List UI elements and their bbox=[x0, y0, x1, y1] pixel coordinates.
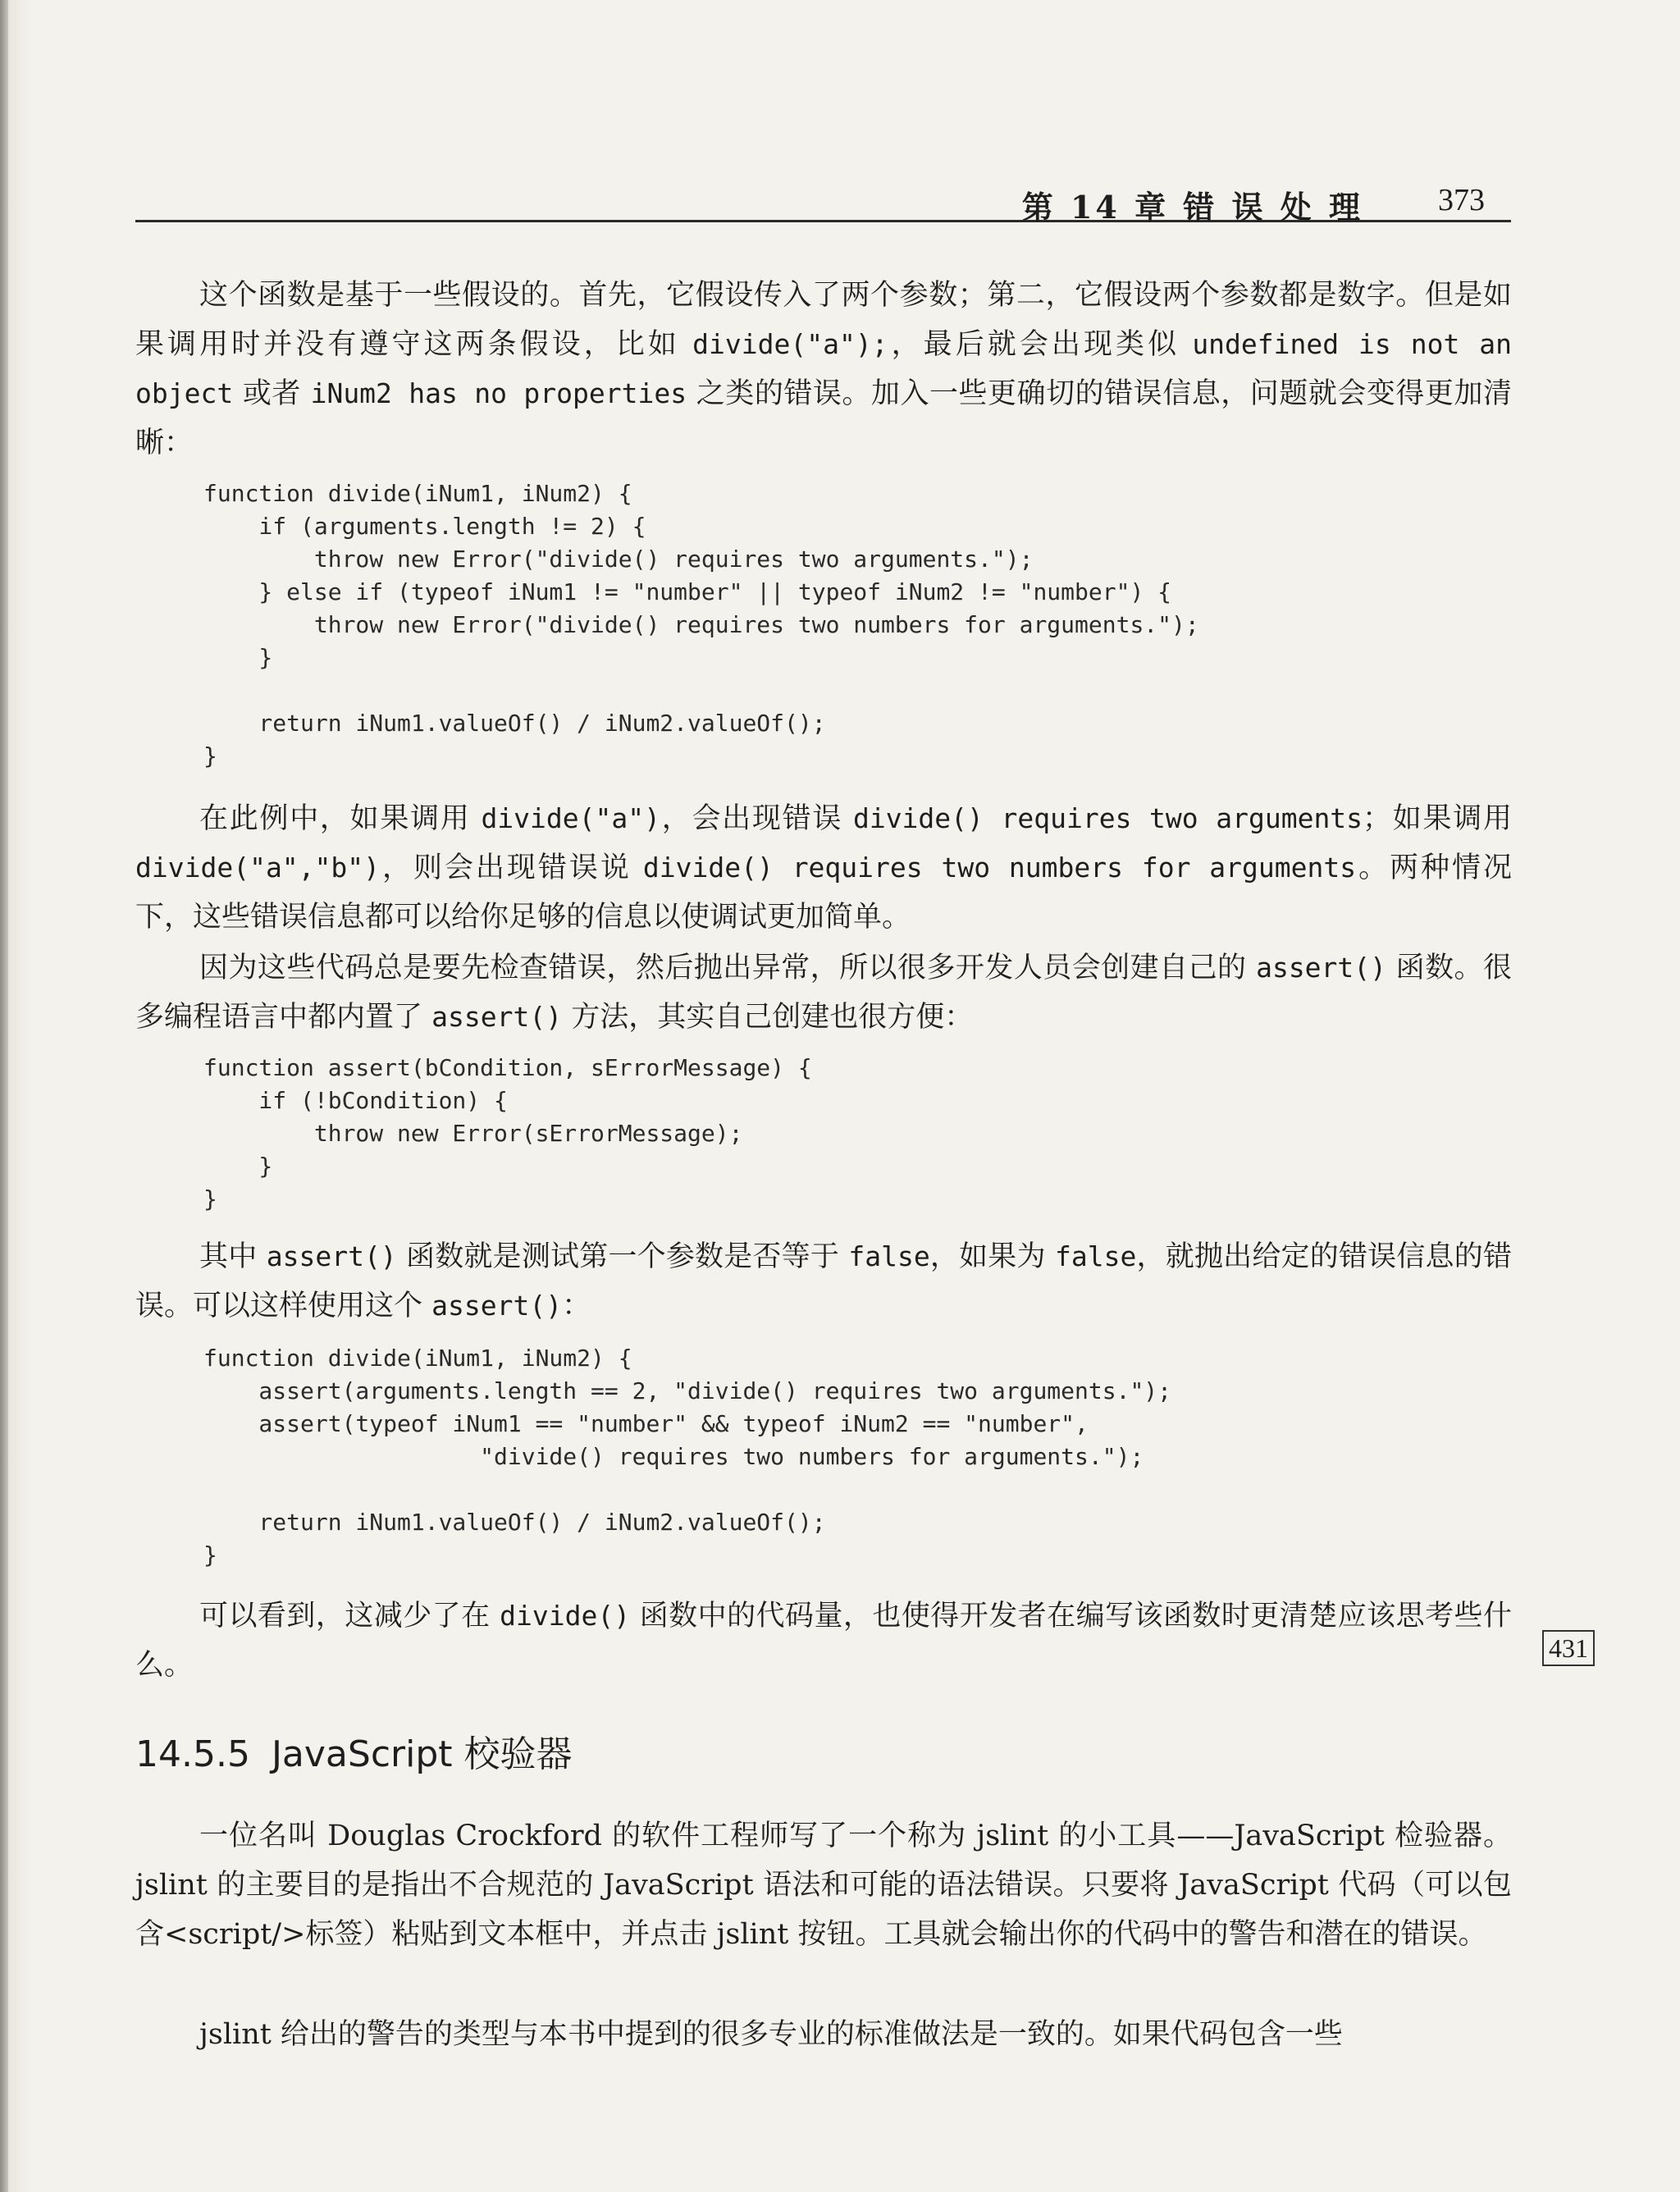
code-block-assert: function assert(bCondition, sErrorMessage) { if (!bCondition) { throw new Error(sErrorMessage); } } bbox=[203, 1054, 812, 1212]
paragraph-assert-explain: 其中 assert() 函数就是测试第一个参数是否等于 false，如果为 false，就抛出给定的错误信息的错误。可以这样使用这个 assert()： bbox=[135, 1240, 1512, 1322]
paragraph-jslint-warnings: jslint 给出的警告的类型与本书中提到的很多专业的标准做法是一致的。如果代码包含一些 bbox=[199, 2018, 1343, 2051]
paragraph-summary: 可以看到，这减少了在 divide() 函数中的代码量，也使得开发者在编写该函数时更清楚应该思考些什么。 bbox=[135, 1600, 1512, 1682]
chapter-title: 第 14 章 错 误 处 理 bbox=[1021, 189, 1363, 226]
margin-page-marker: 431 bbox=[1542, 1630, 1595, 1666]
section-heading bbox=[135, 1724, 573, 1777]
code-block-divide-assert: function divide(iNum1, iNum2) { assert(arguments.length == 2, "divide() requires two arguments."); assert(typeof iNum1 == "number" && typeof iNum2 == "number", "divide() requires two numbers for arguments."); return iNum1.valueOf() / iNum2.valueOf(); } bbox=[203, 1345, 1172, 1569]
page-spine-shadow bbox=[0, 0, 8, 2192]
page-number: 373 bbox=[1438, 183, 1485, 217]
code-block-divide-checks: function divide(iNum1, iNum2) { if (arguments.length != 2) { throw new Error("divide() requires two arguments."); } else if (typeof iNum1 != "number" || typeof iNum2 != "number") { throw new Error("divide() requires two numbers for arguments."); } return iNum1.valueOf() / iNum2.valueOf(); } bbox=[203, 480, 1199, 769]
paragraph-assumptions: 这个函数是基于一些假设的。首先，它假设传入了两个参数；第二，它假设两个参数都是数字。但是如果调用时并没有遵守这两条假设，比如 divide("a");，最后就会出现类似 undefined is not an object 或者 iNum2 has no properties 之类的错误。加入一些更确切的错误信息，问题就会变得更加清晰： bbox=[135, 279, 1512, 459]
paragraph-jslint-intro: 一位名叫 Douglas Crockford 的软件工程师写了一个称为 jslint 的小工具——JavaScript 检验器。jslint 的主要目的是指出不合规范的 JavaScript 语法和可能的语法错误。只要将 JavaScript 代码（可以包含<script/>标签）粘贴到文本框中，并点击 jslint 按钮。工具就会输出你的代码中的警告和潜在的错误。 bbox=[135, 1820, 1512, 1951]
section-number: 14.5.5 bbox=[135, 1733, 250, 1775]
running-header bbox=[135, 174, 1511, 226]
paragraph-example-errors: 在此例中，如果调用 divide("a")，会出现错误 divide() requires two arguments；如果调用 divide("a","b")，则会出现错误说 divide() requires two numbers for arguments。两种情况下，这些错误信息都可以给你足够的信息以使调试更加简单。 bbox=[135, 802, 1512, 934]
section-title: JavaScript 校验器 bbox=[271, 1733, 573, 1775]
paragraph-assert-intro: 因为这些代码总是要先检查错误，然后抛出异常，所以很多开发人员会创建自己的 assert() 函数。很多编程语言中都内置了 assert() 方法，其实自己创建也很方便： bbox=[135, 952, 1512, 1034]
